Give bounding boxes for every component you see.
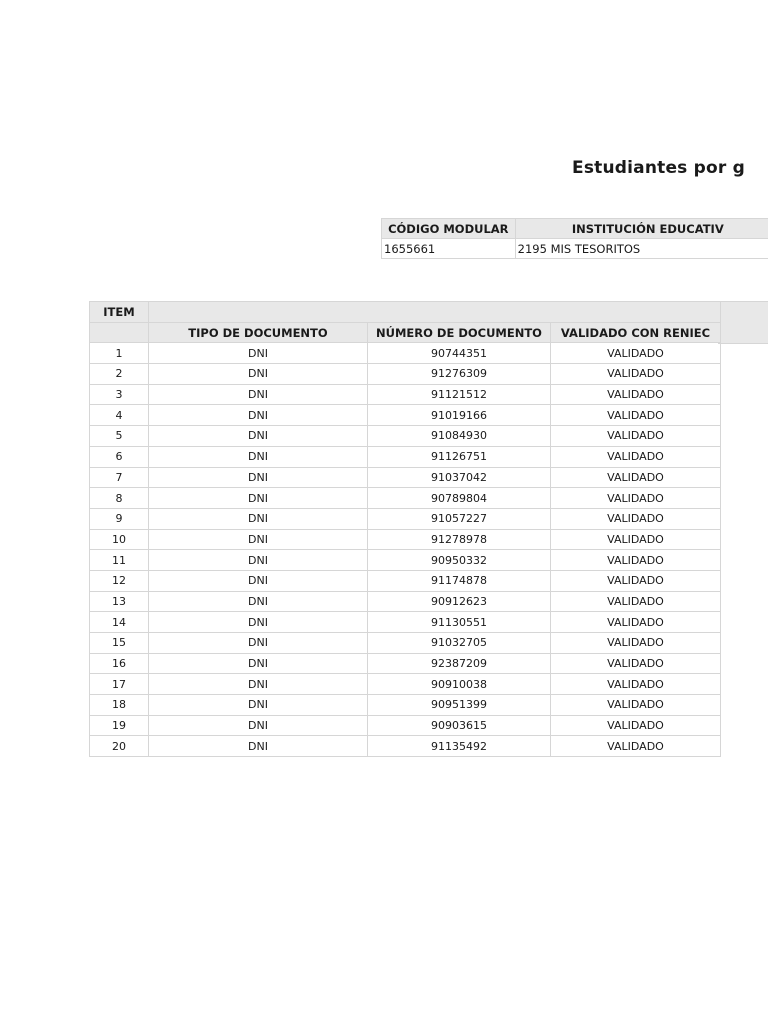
table-row: [90, 736, 721, 757]
item-cell: 1: [90, 343, 149, 364]
numero-documento-cell: 90950332: [368, 550, 551, 571]
tipo-documento-cell: DNI: [149, 488, 368, 509]
item-header-blank: [90, 322, 149, 343]
codigo-modular-value: 1655661: [382, 239, 516, 259]
tipo-documento-cell: DNI: [149, 695, 368, 716]
institucion-header: INSTITUCIÓN EDUCATIV: [515, 219, 768, 239]
validado-cell: VALIDADO: [551, 570, 721, 591]
item-cell: 6: [90, 446, 149, 467]
tipo-documento-cell: DNI: [149, 364, 368, 385]
info-value-row: [382, 239, 768, 259]
table-header-row-1: [90, 302, 721, 323]
tipo-documento-cell: DNI: [149, 405, 368, 426]
tipo-documento-cell: DNI: [149, 736, 368, 757]
item-cell: 20: [90, 736, 149, 757]
validado-cell: VALIDADO: [551, 405, 721, 426]
validado-cell: VALIDADO: [551, 508, 721, 529]
item-cell: 13: [90, 591, 149, 612]
institution-info-table: [381, 218, 768, 259]
item-cell: 15: [90, 633, 149, 654]
table-row: [90, 467, 721, 488]
tipo-documento-cell: DNI: [149, 426, 368, 447]
numero-documento-cell: 90744351: [368, 343, 551, 364]
table-row: [90, 405, 721, 426]
numero-documento-cell: 90903615: [368, 715, 551, 736]
validado-cell: VALIDADO: [551, 695, 721, 716]
validado-cell: VALIDADO: [551, 612, 721, 633]
table-row: [90, 695, 721, 716]
tipo-documento-cell: DNI: [149, 570, 368, 591]
table-row: [90, 570, 721, 591]
numero-documento-cell: 91121512: [368, 384, 551, 405]
tipo-documento-cell: DNI: [149, 343, 368, 364]
item-cell: 11: [90, 550, 149, 571]
numero-documento-cell: 91276309: [368, 364, 551, 385]
table-row: [90, 446, 721, 467]
item-cell: 3: [90, 384, 149, 405]
numero-documento-cell: 90789804: [368, 488, 551, 509]
info-header-row: [382, 219, 768, 239]
header-blank: [149, 302, 721, 323]
item-cell: 10: [90, 529, 149, 550]
page-title: Estudiantes por g: [572, 158, 745, 178]
table-row: [90, 529, 721, 550]
validado-cell: VALIDADO: [551, 364, 721, 385]
numero-documento-cell: 90910038: [368, 674, 551, 695]
students-table: [89, 301, 721, 757]
tipo-documento-cell: DNI: [149, 508, 368, 529]
numero-documento-header: NÚMERO DE DOCUMENTO: [368, 322, 551, 343]
table-header-row-2: [90, 322, 721, 343]
table-row: [90, 384, 721, 405]
validado-cell: VALIDADO: [551, 550, 721, 571]
validado-cell: VALIDADO: [551, 467, 721, 488]
item-cell: 17: [90, 674, 149, 695]
tipo-documento-header: TIPO DE DOCUMENTO: [149, 322, 368, 343]
item-cell: 8: [90, 488, 149, 509]
table-row: [90, 674, 721, 695]
validado-cell: VALIDADO: [551, 384, 721, 405]
table-row: [90, 612, 721, 633]
numero-documento-cell: 91174878: [368, 570, 551, 591]
validado-cell: VALIDADO: [551, 446, 721, 467]
table-row: [90, 633, 721, 654]
item-header: ITEM: [90, 302, 149, 323]
tipo-documento-cell: DNI: [149, 529, 368, 550]
tipo-documento-cell: DNI: [149, 715, 368, 736]
table-row: [90, 488, 721, 509]
table-row: [90, 550, 721, 571]
tipo-documento-cell: DNI: [149, 633, 368, 654]
item-cell: 4: [90, 405, 149, 426]
item-cell: 12: [90, 570, 149, 591]
table-row: [90, 508, 721, 529]
validado-cell: VALIDADO: [551, 529, 721, 550]
validado-cell: VALIDADO: [551, 426, 721, 447]
numero-documento-cell: 91032705: [368, 633, 551, 654]
numero-documento-cell: 92387209: [368, 653, 551, 674]
item-cell: 16: [90, 653, 149, 674]
numero-documento-cell: 91019166: [368, 405, 551, 426]
codigo-modular-header: CÓDIGO MODULAR: [382, 219, 516, 239]
validado-cell: VALIDADO: [551, 591, 721, 612]
numero-documento-cell: 91084930: [368, 426, 551, 447]
tipo-documento-cell: DNI: [149, 653, 368, 674]
item-cell: 2: [90, 364, 149, 385]
numero-documento-cell: 91130551: [368, 612, 551, 633]
item-cell: 9: [90, 508, 149, 529]
numero-documento-cell: 91037042: [368, 467, 551, 488]
item-cell: 19: [90, 715, 149, 736]
validado-cell: VALIDADO: [551, 736, 721, 757]
table-row: [90, 653, 721, 674]
tipo-documento-cell: DNI: [149, 612, 368, 633]
numero-documento-cell: 90951399: [368, 695, 551, 716]
validado-cell: VALIDADO: [551, 488, 721, 509]
validado-cell: VALIDADO: [551, 343, 721, 364]
table-row: [90, 364, 721, 385]
item-cell: 14: [90, 612, 149, 633]
numero-documento-cell: 91135492: [368, 736, 551, 757]
numero-documento-cell: 91278978: [368, 529, 551, 550]
table-row: [90, 715, 721, 736]
tipo-documento-cell: DNI: [149, 446, 368, 467]
validado-cell: VALIDADO: [551, 653, 721, 674]
table-body: [90, 343, 721, 757]
numero-documento-cell: 91126751: [368, 446, 551, 467]
tipo-documento-cell: DNI: [149, 467, 368, 488]
tipo-documento-cell: DNI: [149, 550, 368, 571]
validado-cell: VALIDADO: [551, 674, 721, 695]
tipo-documento-cell: DNI: [149, 591, 368, 612]
validado-cell: VALIDADO: [551, 633, 721, 654]
header-extension: [718, 301, 768, 344]
numero-documento-cell: 91057227: [368, 508, 551, 529]
tipo-documento-cell: DNI: [149, 674, 368, 695]
numero-documento-cell: 90912623: [368, 591, 551, 612]
item-cell: 5: [90, 426, 149, 447]
item-cell: 18: [90, 695, 149, 716]
table-row: [90, 591, 721, 612]
validado-cell: VALIDADO: [551, 715, 721, 736]
tipo-documento-cell: DNI: [149, 384, 368, 405]
table-row: [90, 426, 721, 447]
item-cell: 7: [90, 467, 149, 488]
table-row: [90, 343, 721, 364]
validado-reniec-header: VALIDADO CON RENIEC: [551, 322, 721, 343]
institucion-value: 2195 MIS TESORITOS: [515, 239, 768, 259]
